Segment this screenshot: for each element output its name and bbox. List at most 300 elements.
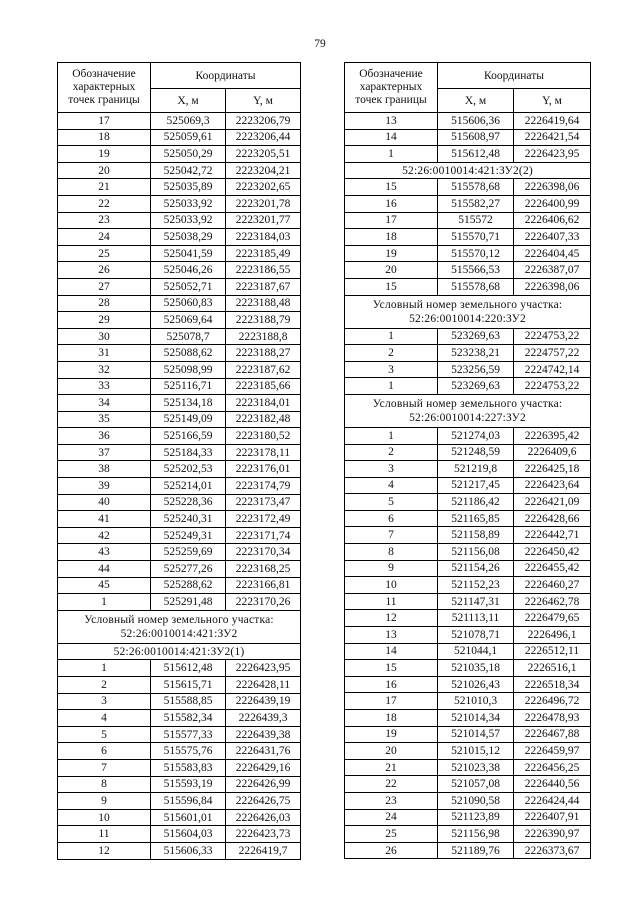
table-row [345, 593, 591, 610]
point-number: 6 [58, 743, 151, 760]
point-number: 6 [345, 510, 438, 527]
coord-x: 521123,89 [438, 809, 514, 826]
coord-x: 515615,71 [151, 677, 226, 694]
table-row [345, 577, 591, 594]
coord-y: 2223172,49 [226, 511, 301, 528]
coord-y: 2223174,79 [226, 478, 301, 495]
point-number: 5 [345, 494, 438, 511]
coord-y: 2223176,01 [226, 461, 301, 478]
point-number: 1 [345, 146, 438, 163]
table-row [345, 328, 591, 345]
table-row [345, 195, 591, 212]
coord-x: 525069,3 [151, 113, 226, 130]
coord-x: 525060,83 [151, 295, 226, 312]
table-row [345, 792, 591, 809]
point-number: 28 [58, 295, 151, 312]
coord-x: 521156,08 [438, 544, 514, 561]
coord-y: 2226423,95 [226, 660, 301, 677]
coord-y: 2223170,34 [226, 544, 301, 561]
coord-y: 2223186,55 [226, 262, 301, 279]
coord-y: 2226455,42 [514, 560, 591, 577]
coord-x: 521035,18 [438, 660, 514, 677]
coord-y: 2226442,71 [514, 527, 591, 544]
coord-y: 2226479,65 [514, 610, 591, 627]
coord-x: 523269,63 [438, 378, 514, 395]
point-number: 16 [345, 676, 438, 693]
coord-y: 2223185,66 [226, 378, 301, 395]
table-row [58, 129, 301, 146]
table-row [345, 544, 591, 561]
coord-y: 2223170,26 [226, 594, 301, 611]
coord-y: 2226404,45 [514, 245, 591, 262]
table-row [345, 643, 591, 660]
coord-x: 521152,23 [438, 577, 514, 594]
coord-x: 525052,71 [151, 278, 226, 295]
section-title-row [345, 295, 591, 328]
point-number: 10 [345, 577, 438, 594]
point-number: 19 [345, 245, 438, 262]
section-title-cell [345, 295, 591, 328]
coord-y: 2223185,49 [226, 245, 301, 262]
coord-y: 2226428,66 [514, 510, 591, 527]
point-number: 15 [345, 179, 438, 196]
coord-x: 525288,62 [151, 577, 226, 594]
coord-y: 2226407,33 [514, 229, 591, 246]
point-number: 24 [58, 229, 151, 246]
table-header-row [345, 63, 591, 89]
point-number: 17 [345, 693, 438, 710]
coord-x: 525259,69 [151, 544, 226, 561]
coord-x: 525277,26 [151, 561, 226, 578]
coord-y: 2223168,25 [226, 561, 301, 578]
coord-x: 521165,85 [438, 510, 514, 527]
coord-x: 515578,68 [438, 278, 514, 295]
table-row [345, 461, 591, 478]
coord-x: 515570,12 [438, 245, 514, 262]
point-number: 8 [345, 544, 438, 561]
coord-y: 2226467,88 [514, 726, 591, 743]
point-number: 26 [58, 262, 151, 279]
point-number: 39 [58, 478, 151, 495]
coord-x: 515608,97 [438, 129, 514, 146]
table-row [345, 610, 591, 627]
point-number: 16 [345, 195, 438, 212]
coord-y: 2226426,03 [226, 809, 301, 826]
coord-y: 2226518,34 [514, 676, 591, 693]
table-row [58, 693, 301, 710]
point-number: 1 [345, 378, 438, 395]
table-row [345, 494, 591, 511]
header-x: X, м [151, 89, 226, 113]
page-number: 79 [314, 38, 326, 50]
coord-x: 515566,53 [438, 262, 514, 279]
coord-y: 2224757,22 [514, 345, 591, 362]
section-title-line: Условный номер земельного участка: [372, 298, 563, 311]
coord-x: 521090,58 [438, 792, 514, 809]
table-row [345, 743, 591, 760]
coord-x: 515604,03 [151, 826, 226, 843]
coord-x: 525078,7 [151, 328, 226, 345]
coord-y: 2226423,73 [226, 826, 301, 843]
section-title-cell [58, 610, 301, 643]
table-row [58, 544, 301, 561]
point-number: 17 [58, 113, 151, 130]
point-number: 9 [58, 793, 151, 810]
point-number: 36 [58, 428, 151, 445]
point-number: 12 [345, 610, 438, 627]
coord-y: 2226419,64 [514, 113, 591, 130]
coord-y: 2226387,07 [514, 262, 591, 279]
coord-y: 2226423,64 [514, 477, 591, 494]
point-number: 21 [345, 759, 438, 776]
coord-x: 521014,34 [438, 710, 514, 727]
coord-x: 515596,84 [151, 793, 226, 810]
point-number: 37 [58, 444, 151, 461]
point-number: 1 [345, 328, 438, 345]
coord-y: 2226425,18 [514, 461, 591, 478]
table-row [58, 776, 301, 793]
point-number: 34 [58, 395, 151, 412]
coord-x: 525228,36 [151, 494, 226, 511]
coord-y: 2223184,01 [226, 395, 301, 412]
table-row [345, 842, 591, 859]
coord-y: 2223173,47 [226, 494, 301, 511]
point-number: 9 [345, 560, 438, 577]
table-row [345, 245, 591, 262]
coord-y: 2223206,44 [226, 129, 301, 146]
section-title-row [345, 162, 591, 179]
coord-x: 525202,53 [151, 461, 226, 478]
table-row [345, 444, 591, 461]
coord-x: 521026,43 [438, 676, 514, 693]
table-row [345, 660, 591, 677]
table-row [58, 195, 301, 212]
table-body [58, 113, 301, 860]
coord-x: 521078,71 [438, 627, 514, 644]
coord-x: 525035,89 [151, 179, 226, 196]
coord-x: 525184,33 [151, 444, 226, 461]
table-row [345, 527, 591, 544]
point-number: 20 [345, 743, 438, 760]
point-number: 23 [58, 212, 151, 229]
table-row [345, 726, 591, 743]
point-number: 1 [58, 594, 151, 611]
section-title-cell [345, 394, 591, 427]
table-row [345, 826, 591, 843]
coord-y: 2226398,06 [514, 179, 591, 196]
point-number: 7 [345, 527, 438, 544]
table-row [58, 278, 301, 295]
table-row [345, 113, 591, 130]
table-row [345, 229, 591, 246]
coord-x: 515606,33 [151, 842, 226, 859]
table-row [58, 113, 301, 130]
coord-x: 525166,59 [151, 428, 226, 445]
coord-y: 2223187,62 [226, 361, 301, 378]
point-number: 29 [58, 312, 151, 329]
coord-y: 2226390,97 [514, 826, 591, 843]
section-title-cell [345, 162, 591, 179]
coord-y: 2226373,67 [514, 842, 591, 859]
coord-x: 515582,27 [438, 195, 514, 212]
point-number: 1 [345, 427, 438, 444]
coord-y: 2226421,54 [514, 129, 591, 146]
table-row [345, 378, 591, 395]
coord-y: 2223188,79 [226, 312, 301, 329]
point-number: 19 [58, 146, 151, 163]
coordinates-table-left [57, 62, 301, 860]
table-row [345, 510, 591, 527]
table-row [58, 328, 301, 345]
coord-y: 2223205,51 [226, 146, 301, 163]
point-number: 3 [345, 361, 438, 378]
coord-x: 515570,71 [438, 229, 514, 246]
coord-x: 525214,01 [151, 478, 226, 495]
table-row [345, 676, 591, 693]
coord-y: 2224753,22 [514, 328, 591, 345]
point-number: 31 [58, 345, 151, 362]
coord-x: 525134,18 [151, 395, 226, 412]
coord-y: 2223182,48 [226, 411, 301, 428]
coord-x: 521014,57 [438, 726, 514, 743]
coord-x: 521248,59 [438, 444, 514, 461]
table-row [345, 361, 591, 378]
table-row [58, 361, 301, 378]
coord-x: 525069,64 [151, 312, 226, 329]
table-row [345, 179, 591, 196]
coord-x: 515593,19 [151, 776, 226, 793]
coord-x: 525059,61 [151, 129, 226, 146]
point-number: 33 [58, 378, 151, 395]
coord-x: 521154,26 [438, 560, 514, 577]
coord-x: 515583,83 [151, 759, 226, 776]
coord-y: 2226459,97 [514, 743, 591, 760]
table-row [345, 262, 591, 279]
table-row [345, 212, 591, 229]
coord-y: 2226421,09 [514, 494, 591, 511]
coord-y: 2223187,67 [226, 278, 301, 295]
coord-y: 2226431,76 [226, 743, 301, 760]
coord-y: 2226462,78 [514, 593, 591, 610]
section-title-line: 52:26:0010014:421:ЗУ2 [120, 627, 238, 640]
table-row [345, 278, 591, 295]
coord-x: 521015,12 [438, 743, 514, 760]
table-row [345, 560, 591, 577]
coord-y: 2226406,62 [514, 212, 591, 229]
point-number: 27 [58, 278, 151, 295]
point-number: 35 [58, 411, 151, 428]
coord-x: 515578,68 [438, 179, 514, 196]
coord-x: 515577,33 [151, 726, 226, 743]
coord-y: 2226423,95 [514, 146, 591, 163]
coord-y: 2223166,81 [226, 577, 301, 594]
coord-y: 2226456,25 [514, 759, 591, 776]
point-number: 44 [58, 561, 151, 578]
coord-x: 523256,59 [438, 361, 514, 378]
coord-y: 2226429,16 [226, 759, 301, 776]
coord-x: 515588,85 [151, 693, 226, 710]
coord-x: 521189,76 [438, 842, 514, 859]
table-row [58, 561, 301, 578]
coord-y: 2226439,19 [226, 693, 301, 710]
point-number: 40 [58, 494, 151, 511]
point-number: 2 [345, 345, 438, 362]
point-number: 19 [345, 726, 438, 743]
coord-y: 2224753,22 [514, 378, 591, 395]
coord-y: 2226400,99 [514, 195, 591, 212]
table-row [58, 179, 301, 196]
table-row [58, 378, 301, 395]
coord-y: 2226460,27 [514, 577, 591, 594]
coord-x: 525042,72 [151, 162, 226, 179]
coord-y: 2226439,3 [226, 710, 301, 727]
header-y: Y, м [514, 89, 591, 113]
point-number: 41 [58, 511, 151, 528]
table-row [345, 146, 591, 163]
table-row [345, 710, 591, 727]
table-row [58, 478, 301, 495]
table-row [58, 395, 301, 412]
table-row [58, 677, 301, 694]
coord-y: 2223204,21 [226, 162, 301, 179]
coord-y: 2223188,8 [226, 328, 301, 345]
coord-y: 2223180,52 [226, 428, 301, 445]
coord-x: 515612,48 [151, 660, 226, 677]
point-number: 15 [345, 660, 438, 677]
section-title-line: 52:26:0010014:421:ЗУ2(1) [113, 645, 245, 658]
point-number: 23 [345, 792, 438, 809]
coord-x: 525033,92 [151, 195, 226, 212]
coord-y: 2223201,77 [226, 212, 301, 229]
coord-y: 2223202,65 [226, 179, 301, 196]
point-number: 18 [345, 710, 438, 727]
table-row [345, 129, 591, 146]
point-number: 11 [58, 826, 151, 843]
coord-x: 521219,8 [438, 461, 514, 478]
coord-y: 2226450,42 [514, 544, 591, 561]
point-number: 4 [58, 710, 151, 727]
point-number: 21 [58, 179, 151, 196]
table-row [58, 842, 301, 859]
point-number: 38 [58, 461, 151, 478]
table-row [58, 577, 301, 594]
table-row [58, 262, 301, 279]
coord-y: 2226398,06 [514, 278, 591, 295]
coord-y: 2226428,11 [226, 677, 301, 694]
coord-x: 515572 [438, 212, 514, 229]
table-row [58, 494, 301, 511]
coord-x: 515582,34 [151, 710, 226, 727]
header-coordinates: Координаты [438, 63, 591, 89]
coord-x: 523269,63 [438, 328, 514, 345]
table-row [58, 245, 301, 262]
table-row [58, 826, 301, 843]
point-number: 22 [345, 776, 438, 793]
coord-x: 525088,62 [151, 345, 226, 362]
point-number: 25 [58, 245, 151, 262]
coord-x: 521147,31 [438, 593, 514, 610]
section-title-line: Условный номер земельного участка: [84, 613, 274, 626]
table-row [345, 345, 591, 362]
point-number: 18 [58, 129, 151, 146]
section-title-line: 52:26:0010014:421:ЗУ2(2) [402, 164, 533, 177]
table-row [58, 444, 301, 461]
table-row [345, 627, 591, 644]
coord-x: 515606,36 [438, 113, 514, 130]
table-row [345, 809, 591, 826]
coord-x: 525046,26 [151, 262, 226, 279]
coord-x: 521010,3 [438, 693, 514, 710]
table-row [58, 146, 301, 163]
table-row [345, 776, 591, 793]
point-number: 24 [345, 809, 438, 826]
coord-x: 525033,92 [151, 212, 226, 229]
coord-y: 2226426,75 [226, 793, 301, 810]
point-number: 42 [58, 527, 151, 544]
point-number: 13 [345, 113, 438, 130]
point-number: 2 [58, 677, 151, 694]
coord-x: 521023,38 [438, 759, 514, 776]
header-x: X, м [438, 89, 514, 113]
coord-y: 2224742,14 [514, 361, 591, 378]
coord-x: 515601,01 [151, 809, 226, 826]
coord-y: 2226407,91 [514, 809, 591, 826]
coord-y: 2223178,11 [226, 444, 301, 461]
section-title-row [58, 643, 301, 660]
coord-y: 2226439,38 [226, 726, 301, 743]
table-row [58, 162, 301, 179]
point-number: 17 [345, 212, 438, 229]
section-title-line: 52:26:0010014:227:ЗУ2 [409, 411, 526, 424]
coord-x: 523238,21 [438, 345, 514, 362]
coord-y: 2223188,27 [226, 345, 301, 362]
coord-y: 2223184,03 [226, 229, 301, 246]
coord-y: 2226496,1 [514, 627, 591, 644]
table-row [58, 411, 301, 428]
section-title-cell [58, 643, 301, 660]
section-title-row [345, 394, 591, 427]
point-number: 2 [345, 444, 438, 461]
point-number: 26 [345, 842, 438, 859]
table-row [58, 793, 301, 810]
point-number: 7 [58, 759, 151, 776]
coord-y: 2226426,99 [226, 776, 301, 793]
point-number: 32 [58, 361, 151, 378]
coord-y: 2226496,72 [514, 693, 591, 710]
coord-y: 2226419,7 [226, 842, 301, 859]
header-coordinates: Координаты [151, 63, 301, 89]
header-point-label: Обозначение характерных точек границы [58, 63, 151, 113]
table-row [58, 345, 301, 362]
point-number: 13 [345, 627, 438, 644]
coord-x: 525249,31 [151, 527, 226, 544]
header-y: Y, м [226, 89, 301, 113]
point-number: 18 [345, 229, 438, 246]
point-number: 20 [345, 262, 438, 279]
coord-x: 521217,45 [438, 477, 514, 494]
coord-y: 2223201,78 [226, 195, 301, 212]
table-row [345, 427, 591, 444]
table-row [345, 477, 591, 494]
coord-x: 521156,98 [438, 826, 514, 843]
point-number: 10 [58, 809, 151, 826]
table-row [58, 295, 301, 312]
coord-y: 2223188,48 [226, 295, 301, 312]
table-row [58, 660, 301, 677]
coord-x: 521044,1 [438, 643, 514, 660]
table-row [58, 743, 301, 760]
table-row [58, 527, 301, 544]
